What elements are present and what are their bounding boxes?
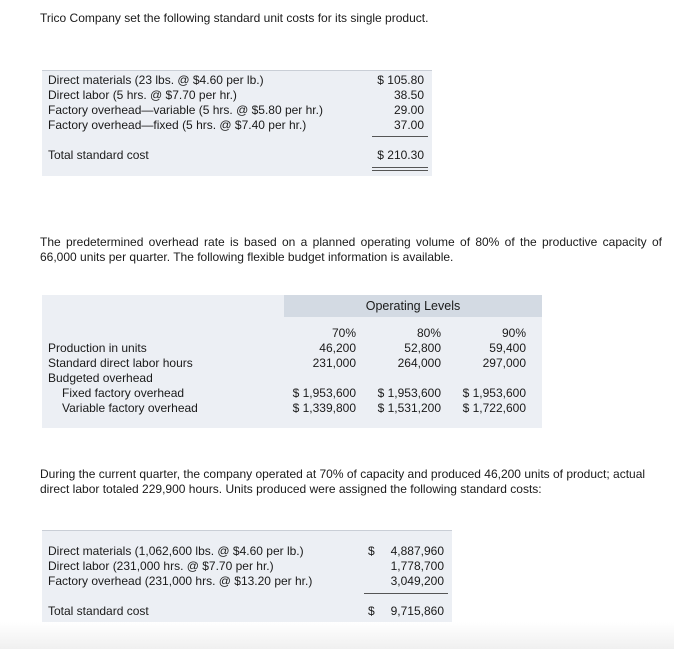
current-quarter-paragraph: During the current quarter, the company operated at 70% of capacity and produced 46,200 units of product; actual direct labor totaled 229,900 hours. Units produced were assigned the following standard costs: — [40, 467, 646, 496]
flex-cell: 59,400 — [489, 341, 526, 355]
subtotal-rule — [372, 136, 428, 137]
flex-cell: $ 1,339,800 — [292, 401, 356, 415]
assigned-total-amount: 9,715,860 — [390, 604, 444, 618]
flex-row-label: Fixed factory overhead — [62, 386, 185, 400]
std-row-label: Factory overhead—fixed (5 hrs. @ $7.40 per hr.) — [48, 118, 307, 132]
flex-row-label: Production in units — [48, 341, 147, 355]
assigned-total-label: Total standard cost — [48, 604, 149, 618]
flex-cell: 46,200 — [319, 341, 356, 355]
std-row-label: Direct labor (5 hrs. @ $7.70 per hr.) — [48, 88, 237, 102]
std-total-amount: $ 210.30 — [377, 148, 424, 162]
level-90: 90% — [501, 326, 526, 340]
flex-cell: 52,800 — [404, 341, 441, 355]
assigned-row-label: Direct materials (1,062,600 lbs. @ $4.60 per lb.) — [48, 544, 304, 558]
overhead-rate-paragraph: The predetermined overhead rate is based on a planned operating volume of 80% of the productive capacity of 66,000 units per quarter. The following flexible budget information is available. — [40, 235, 662, 264]
std-row-label: Factory overhead—variable (5 hrs. @ $5.80 per hr.) — [48, 103, 323, 117]
std-row-amount: $ 105.80 — [377, 73, 424, 87]
total-double-rule — [372, 167, 428, 171]
flex-cell: $ 1,953,600 — [462, 386, 526, 400]
flex-row-label: Variable factory overhead — [62, 401, 198, 415]
std-row-amount: 37.00 — [393, 118, 424, 132]
level-70: 70% — [331, 326, 356, 340]
intro-text: Trico Company set the following standard unit costs for its single product. — [40, 11, 429, 25]
assigned-row-label: Direct labor (231,000 hrs. @ $7.70 per hr.) — [48, 559, 274, 573]
flexible-budget-table — [42, 295, 542, 428]
flex-cell: $ 1,953,600 — [292, 386, 356, 400]
assigned-row-amount: 1,778,700 — [390, 559, 444, 573]
flex-row-label: Budgeted overhead — [48, 371, 153, 385]
assigned-total-dollar: $ — [368, 604, 375, 618]
std-total-label: Total standard cost — [48, 148, 149, 162]
std-row-amount: 29.00 — [393, 103, 424, 117]
flex-cell: $ 1,722,600 — [462, 401, 526, 415]
standard-costs-table — [42, 70, 432, 176]
assigned-dollar-sign: $ — [368, 544, 375, 558]
assigned-row-label: Factory overhead (231,000 hrs. @ $13.20 per hr.) — [48, 574, 313, 588]
flex-cell: 264,000 — [397, 356, 441, 370]
assigned-costs-table — [42, 530, 452, 635]
operating-levels-header: Operating Levels — [365, 299, 461, 313]
assigned-row-amount: 4,887,960 — [390, 544, 444, 558]
page-bottom-shade — [0, 622, 674, 649]
flex-cell: 297,000 — [482, 356, 526, 370]
flex-row-label: Standard direct labor hours — [48, 356, 193, 370]
assigned-row-amount: 3,049,200 — [390, 574, 444, 588]
subtotal-rule — [364, 593, 448, 594]
flex-cell: $ 1,953,600 — [377, 386, 441, 400]
flex-cell: 231,000 — [312, 356, 356, 370]
flex-cell: $ 1,531,200 — [377, 401, 441, 415]
level-80: 80% — [416, 326, 441, 340]
std-row-amount: 38.50 — [393, 88, 424, 102]
std-row-label: Direct materials (23 lbs. @ $4.60 per lb.) — [48, 73, 264, 87]
